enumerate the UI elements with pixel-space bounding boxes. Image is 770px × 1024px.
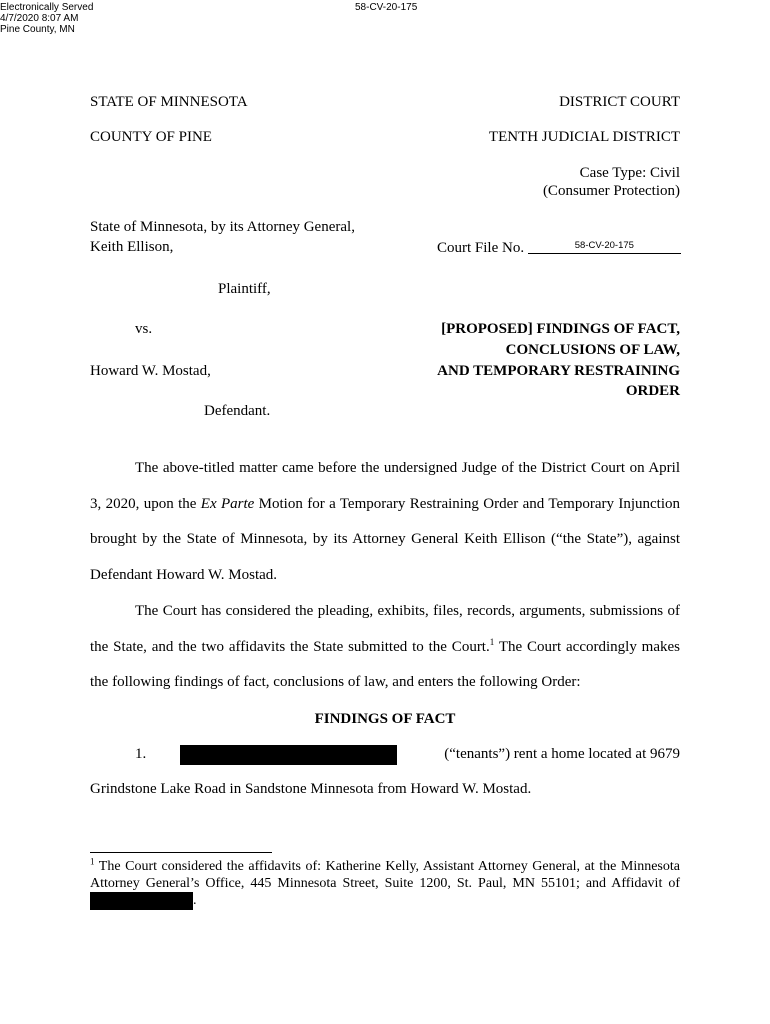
plaintiff-role: Plaintiff, bbox=[218, 281, 271, 297]
p2-text-a: The Court has considered the pleading, exhibits, files, records, arguments, submissions of the State, and the two affidavits the State submitted to the Court. bbox=[90, 603, 680, 655]
redaction-block bbox=[180, 745, 397, 765]
case-type-line1: Case Type: Civil bbox=[579, 165, 680, 181]
plaintiff-line2: Keith Ellison, bbox=[90, 239, 174, 255]
caption-county: COUNTY OF PINE bbox=[90, 129, 212, 145]
footnote-ref: 1 bbox=[489, 636, 495, 647]
footnote bbox=[90, 858, 680, 910]
defendant-name: Howard W. Mostad, bbox=[90, 363, 211, 379]
footnote-redaction bbox=[90, 892, 193, 910]
caption-district: TENTH JUDICIAL DISTRICT bbox=[488, 129, 680, 145]
findings-heading: FINDINGS OF FACT bbox=[314, 711, 456, 727]
paragraph-intro bbox=[90, 451, 680, 593]
paragraph-considered bbox=[90, 594, 680, 701]
document-title-line4: ORDER bbox=[625, 383, 680, 399]
caption-state: STATE OF MINNESOTA bbox=[90, 94, 248, 110]
footnote-end: . bbox=[193, 893, 197, 909]
footnote-text: The Court considered the affidavits of: Katherine Kelly, Assistant Attorney General, at the Minnesota Attorney General’s Office, 445 Minnesota Street, Suite 1200, St. Paul, MN 55101; and Affidavit of bbox=[90, 859, 680, 891]
footnote-mark: 1 bbox=[90, 856, 95, 867]
item1-text-a: (“tenants”) rent a home located at 9679 bbox=[444, 746, 680, 762]
defendant-role: Defendant. bbox=[204, 403, 271, 419]
versus: vs. bbox=[135, 321, 153, 337]
p1-italic: Ex Parte bbox=[200, 495, 255, 512]
caption-court: DISTRICT COURT bbox=[559, 94, 680, 110]
case-type-line2: (Consumer Protection) bbox=[542, 183, 680, 199]
stamp-datetime: 4/7/2020 8:07 AM bbox=[0, 13, 79, 24]
stamp-county: Pine County, MN bbox=[0, 24, 75, 35]
document-title-line1: [PROPOSED] FINDINGS OF FACT, bbox=[441, 321, 680, 337]
footnote-separator bbox=[90, 852, 272, 853]
item1-number: 1. bbox=[135, 746, 147, 762]
court-file-value: 58-CV-20-175 bbox=[528, 239, 681, 254]
header-case-number: 58-CV-20-175 bbox=[355, 2, 418, 13]
p1-text-b: Motion for a Temporary Restraining Order and Temporary Injunction brought by the State of Minnesota, by its Attorney General Keith Ellison (“the State”), against Defendant Howard W. Mostad. bbox=[90, 495, 681, 583]
p1-text-a: The above-titled matter came before the undersigned Judge of the District Court on April 3, 2020, upon the bbox=[90, 460, 680, 512]
electronic-service-stamp bbox=[0, 2, 93, 35]
p2-text-b: The Court accordingly makes the following findings of fact, conclusions of law, and enters the following Order: bbox=[90, 638, 680, 690]
plaintiff-line1: State of Minnesota, by its Attorney General, bbox=[90, 219, 355, 235]
item1-text-b: Grindstone Lake Road in Sandstone Minnesota from Howard W. Mostad. bbox=[90, 781, 532, 797]
court-file-label: Court File No. bbox=[437, 240, 525, 256]
document-title-line2: CONCLUSIONS OF LAW, bbox=[505, 342, 680, 358]
stamp-served-line: Electronically Served bbox=[0, 2, 94, 13]
court-file-number bbox=[437, 240, 681, 258]
document-title-line3: AND TEMPORARY RESTRAINING bbox=[437, 363, 680, 379]
